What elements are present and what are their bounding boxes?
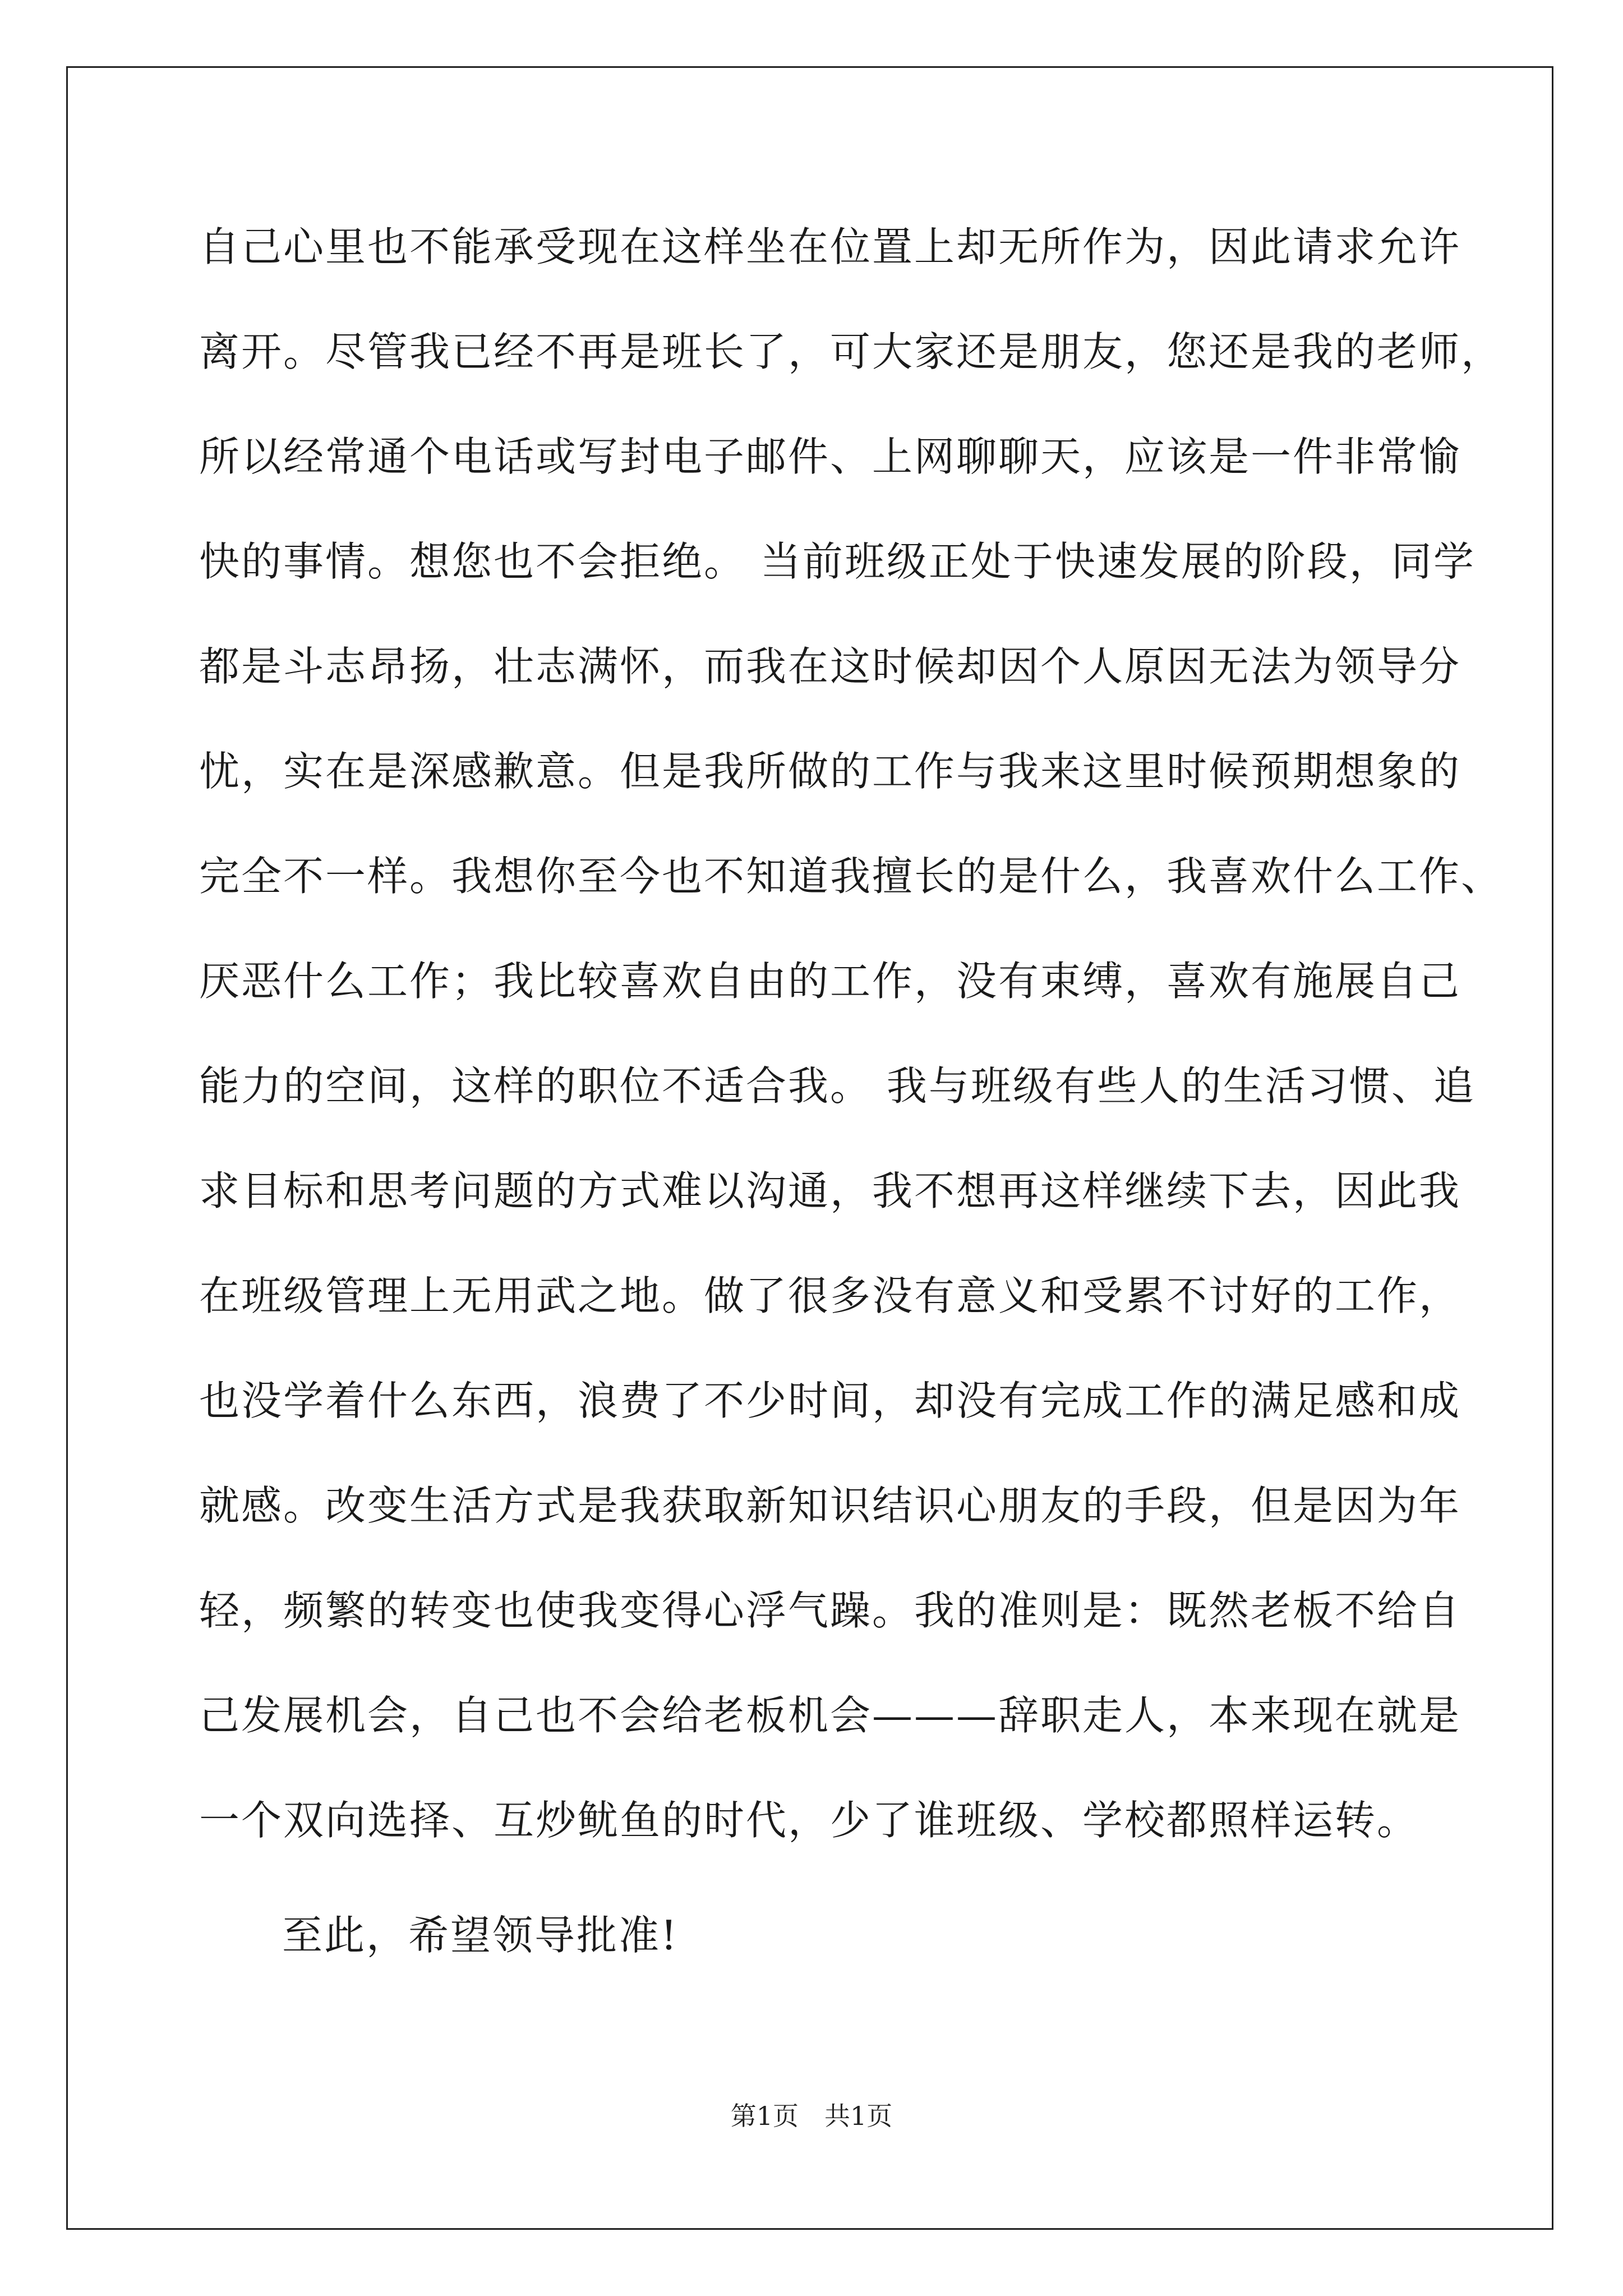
text-line: 也没学着什么东西，浪费了不少时间，却没有完成工作的满足感和成 xyxy=(199,1377,1461,1424)
text-line: 自己心里也不能承受现在这样坐在位置上却无所作为，因此请求允许 xyxy=(199,223,1461,270)
text-line: 都是斗志昂扬，壮志满怀，而我在这时候却因个人原因无法为领导分 xyxy=(199,643,1461,690)
text-line: 在班级管理上无用武之地。做了很多没有意义和受累不讨好的工作， xyxy=(199,1272,1461,1319)
text-line: 能力的空间，这样的职位不适合我。 我与班级有些人的生活习惯、追 xyxy=(199,1062,1476,1110)
closing-line: 至此，希望领导批准! xyxy=(282,1912,679,1959)
text-line: 所以经常通个电话或写封电子邮件、上网聊聊天，应该是一件非常愉 xyxy=(199,433,1461,480)
text-line: 轻，频繁的转变也使我变得心浮气躁。我的准则是：既然老板不给自 xyxy=(199,1587,1461,1634)
text-line: 忧，实在是深感歉意。但是我所做的工作与我来这里时候预期想象的 xyxy=(199,748,1461,795)
text-line: 己发展机会，自己也不会给老板机会———辞职走人，本来现在就是 xyxy=(199,1692,1461,1739)
text-line: 求目标和思考问题的方式难以沟通，我不想再这样继续下去，因此我 xyxy=(199,1167,1461,1214)
text-line: 一个双向选择、互炒鱿鱼的时代，少了谁班级、学校都照样运转。 xyxy=(199,1797,1419,1844)
text-line: 厌恶什么工作；我比较喜欢自由的工作，没有束缚，喜欢有施展自己 xyxy=(199,958,1461,1005)
text-line: 快的事情。想您也不会拒绝。 当前班级正处于快速发展的阶段，同学 xyxy=(199,538,1476,585)
document-body xyxy=(199,214,1504,1970)
page-number-footer: 第1页 共1页 xyxy=(730,2101,893,2131)
text-line: 就感。改变生活方式是我获取新知识结识心朋友的手段，但是因为年 xyxy=(199,1482,1461,1529)
text-line: 离开。尽管我已经不再是班长了，可大家还是朋友，您还是我的老师， xyxy=(199,328,1504,375)
text-line: 完全不一样。我想你至今也不知道我擅长的是什么，我喜欢什么工作、 xyxy=(199,853,1504,900)
